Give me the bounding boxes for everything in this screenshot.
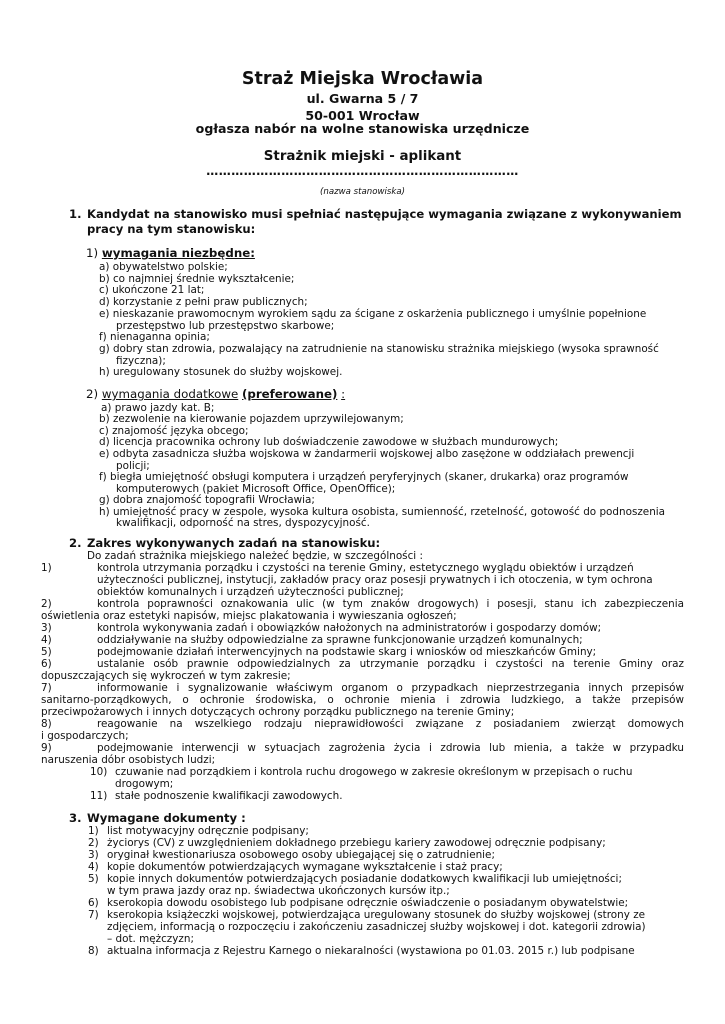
- item-number: 3): [41, 622, 52, 634]
- item-number: 10): [90, 766, 108, 778]
- item-number: 3): [88, 849, 99, 861]
- announcement: ogłasza nabór na wolne stanowiska urzędnicze: [195, 121, 530, 136]
- list-item: list motywacyjny odręcznie podpisany;: [107, 825, 309, 837]
- section-2-intro: Do zadań strażnika miejskiego należeć będzie, w szczególności :: [87, 550, 423, 562]
- section-1-number: 1.: [69, 207, 82, 221]
- item-number: 9): [41, 742, 52, 754]
- list-item-cont: w tym prawa jazdy oraz np. świadectwa ukończonych kursów itp.;: [107, 885, 450, 897]
- position-caption: (nazwa stanowiska): [320, 187, 405, 197]
- list-item: h) uregulowany stosunek do służby wojskowej.: [99, 366, 343, 378]
- list-item: c) ukończone 21 lat;: [99, 284, 205, 296]
- list-item: e) nieskazanie prawomocnym wyrokiem sądu za ścigane z oskarżenia publicznego i umyślnie popełnione: [99, 308, 647, 320]
- subsection-additional-preferred: (preferowane): [242, 387, 338, 401]
- section-3-number: 3.: [69, 811, 82, 825]
- item-number: 6): [88, 897, 99, 909]
- list-item: ustalanie osób prawnie odpowiedzialnych za utrzymanie porządku i czystości na terenie Gminy oraz: [97, 658, 684, 670]
- list-item-cont: dopuszczających się wykroczeń w tym zakresie;: [41, 670, 291, 682]
- subsection-required: [86, 246, 255, 260]
- list-item: f) nienaganna opinia;: [99, 331, 210, 343]
- list-item: g) dobra znajomość topografii Wrocławia;: [99, 494, 315, 506]
- list-item: f) biegła umiejętność obsługi komputera i urządzeń peryferyjnych (skaner, drukarka) oraz programów: [99, 471, 629, 483]
- list-item-cont: przeciwpożarowych i innych dotyczących ochrony porządku publicznego na terenie Gminy;: [41, 706, 515, 718]
- position-dotted-line: …………………………………………………………………: [206, 164, 519, 178]
- list-item-cont: oświetlenia oraz estetyki napisów, miejsc plakatowania i wywieszania ogłoszeń;: [41, 610, 457, 622]
- list-item: d) licencja pracownika ochrony lub doświadczenie zawodowe w służbach mundurowych;: [99, 436, 559, 448]
- item-number: 1): [41, 562, 52, 574]
- list-item-cont: – dot. mężczyzn;: [107, 933, 194, 945]
- item-number: 1): [88, 825, 99, 837]
- section-1-heading-cont: pracy na tym stanowisku:: [87, 222, 256, 236]
- list-item-cont: i gospodarczych;: [41, 730, 129, 742]
- item-number: 7): [41, 682, 52, 694]
- list-item-cont: policji;: [116, 460, 150, 472]
- list-item: oryginał kwestionariusza osobowego osoby ubiegającej się o zatrudnienie;: [107, 849, 495, 861]
- list-item: kontrola poprawności oznakowania ulic (w tym znaków drogowych) i posesji, stanu ich zabezpieczenia: [97, 598, 684, 610]
- list-item: e) odbyta zasadnicza służba wojskowa w żandarmerii wojskowej albo zasężone w oddziałach prewencji: [99, 448, 635, 460]
- item-number: 2): [88, 837, 99, 849]
- subsection-additional: [86, 387, 345, 401]
- list-item: podejmowanie interwencji w sytuacjach zagrożenia życia i zdrowia lub mienia, a także w przypadku: [97, 742, 684, 754]
- item-number: 11): [90, 790, 108, 802]
- item-number: 6): [41, 658, 52, 670]
- list-item: życiorys (CV) z uwzględnieniem dokładnego przebiegu kariery zawodowej odręcznie podpisany;: [107, 837, 606, 849]
- subsection-required-number: 1): [86, 246, 99, 260]
- list-item: kopie dokumentów potwierdzających wymagane wykształcenie i staż pracy;: [107, 861, 503, 873]
- list-item: kontrola utrzymania porządku i czystości na terenie Gminy, estetycznego wyglądu obiektów i urządzeń: [97, 562, 634, 574]
- list-item-cont: użyteczności publicznej, instytucji, zakładów pracy oraz posesji prywatnych i ich otoczenia, w tym ochrona: [97, 574, 653, 586]
- item-number: 7): [88, 909, 99, 921]
- list-item: czuwanie nad porządkiem i kontrola ruchu drogowego w zakresie określonym w przepisach o ruchu: [115, 766, 633, 778]
- list-item: h) umiejętność pracy w zespole, wysoka kultura osobista, sumienność, rzetelność, gotowość do podnoszenia: [99, 506, 666, 518]
- list-item: d) korzystanie z pełni praw publicznych;: [99, 296, 308, 308]
- item-number: 8): [41, 718, 52, 730]
- item-number: 5): [88, 873, 99, 885]
- list-item: a) prawo jazdy kat. B;: [101, 402, 215, 414]
- section-3-heading: Wymagane dokumenty :: [87, 811, 246, 825]
- item-number: 8): [88, 945, 99, 957]
- list-item: g) dobry stan zdrowia, pozwalający na zatrudnienie na stanowisku strażnika miejskiego (wysoka sprawność: [99, 343, 659, 355]
- list-item-cont: przestępstwo lub przestępstwo skarbowe;: [116, 320, 335, 332]
- list-item-cont: zdjęciem, informacją o rozpoczęciu i zakończeniu zasadniczej służby wojskowej i dot. kategorii zdrowia): [107, 921, 646, 933]
- list-item-cont: komputerowych (pakiet Microsoft Office, OpenOffice);: [116, 483, 396, 495]
- list-item-cont: sanitarno-porządkowych, o ochronie środowiska, o ochronie mienia i zdrowia ludzkiego, a także przepisów: [41, 694, 684, 706]
- list-item-cont: drogowym;: [115, 778, 174, 790]
- list-item-cont: fizyczna);: [116, 355, 166, 367]
- subsection-additional-number: 2): [86, 387, 99, 401]
- list-item: kserokopia dowodu osobistego lub podpisane odręcznie oświadczenie o posiadanym obywatelstwie;: [107, 897, 629, 909]
- list-item-cont: naruszenia dóbr osobistych ludzi;: [41, 754, 216, 766]
- subsection-additional-colon: :: [341, 387, 346, 401]
- section-1-heading: Kandydat na stanowisko musi spełniać następujące wymagania związane z wykonywaniem: [87, 207, 682, 221]
- item-number: 4): [41, 634, 52, 646]
- list-item: podejmowanie działań interwencyjnych na podstawie skarg i wniosków od mieszkańców Gminy;: [97, 646, 597, 658]
- address-city: 50-001 Wrocław: [305, 108, 420, 123]
- list-item: oddziaływanie na służby odpowiedzialne za sprawne funkcjonowanie urządzeń komunalnych;: [97, 634, 583, 646]
- list-item: aktualna informacja z Rejestru Karnego o niekaralności (wystawiona po 01.03. 2015 r.) lub podpisane: [107, 945, 635, 957]
- list-item: reagowanie na wszelkiego rodzaju nieprawidłowości związane z posiadaniem zwierząt domowych: [97, 718, 684, 730]
- list-item: b) zezwolenie na kierowanie pojazdem uprzywilejowanym;: [99, 413, 404, 425]
- subsection-additional-label: wymagania dodatkowe: [101, 387, 239, 401]
- list-item: stałe podnoszenie kwalifikacji zawodowych.: [115, 790, 343, 802]
- list-item: informowanie i sygnalizowanie właściwym organom o przypadkach nieprzestrzegania innych przepisów: [97, 682, 684, 694]
- item-number: 5): [41, 646, 52, 658]
- list-item: kopie innych dokumentów potwierdzających posiadanie dodatkowych kwalifikacji lub umiejętności;: [107, 873, 622, 885]
- page-title: Straż Miejska Wrocławia: [241, 69, 484, 89]
- address-street: ul. Gwarna 5 / 7: [306, 91, 419, 106]
- list-item: kserokopia książeczki wojskowej, potwierdzająca uregulowany stosunek do służby wojskowej (strony ze: [107, 909, 646, 921]
- item-number: 4): [88, 861, 99, 873]
- list-item: c) znajomość języka obcego;: [99, 425, 249, 437]
- section-2-heading: Zakres wykonywanych zadań na stanowisku:: [87, 536, 381, 550]
- list-item: kontrola wykonywania zadań i obowiązków nałożonych na administratorów i gospodarzy domów;: [97, 622, 602, 634]
- section-2-number: 2.: [69, 536, 82, 550]
- list-item-cont: kwalifikacji, odporność na stres, dyspozycyjność.: [116, 517, 370, 529]
- list-item: a) obywatelstwo polskie;: [99, 261, 228, 273]
- list-item: b) co najmniej średnie wykształcenie;: [99, 273, 295, 285]
- position-title: Strażnik miejski - aplikant: [263, 149, 462, 164]
- list-item-cont: obiektów komunalnych i urządzeń użyteczności publicznej;: [97, 586, 404, 598]
- item-number: 2): [41, 598, 52, 610]
- subsection-required-label: wymagania niezbędne:: [101, 246, 255, 260]
